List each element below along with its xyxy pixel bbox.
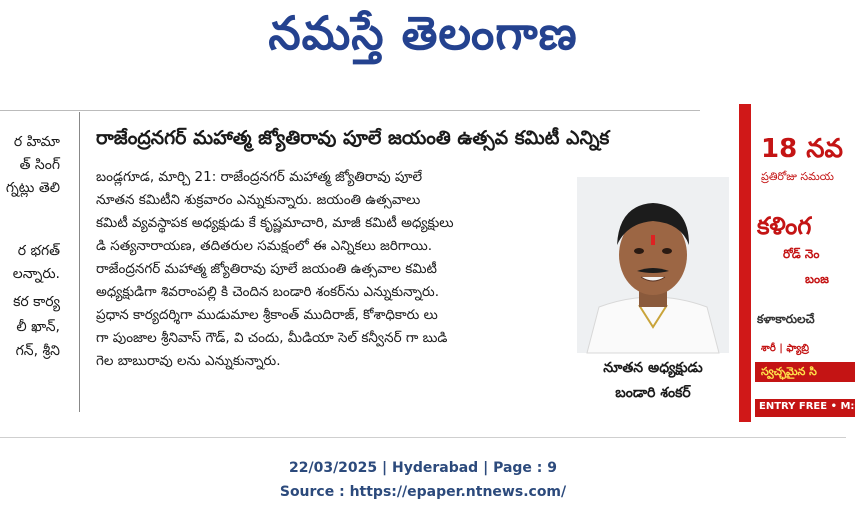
article-line: అధ్యక్షుడిగా శివరాంపల్లి కి చెందిన బండారి శంకర్‌ను ఎన్నుకున్నారు.: [96, 284, 440, 300]
fragment-line: ర హిమా: [13, 134, 60, 150]
ad-area: బంజ: [805, 272, 829, 286]
article-line: డి సత్యనారాయణ, తదితరుల సమక్షంలో ఈ ఎన్నికలు జరిగాయి.: [96, 238, 432, 254]
ad-venue: కళింగ: [757, 212, 812, 240]
column-divider: [79, 112, 80, 412]
newspaper-title: నమస్తే తెలంగాణ: [268, 6, 578, 60]
source-link[interactable]: Source : https://epaper.ntnews.com/: [279, 484, 567, 500]
fragment-line: ర భగత్: [17, 243, 60, 259]
article-line: ప్రధాన కార్యదర్శిగా ముడుమాల శ్రీకాంత్ ముదిరాజ్, కోశాధికారు లు: [96, 307, 438, 323]
article-line: బండ్లగూడ, మార్చి 21: రాజేంద్రనగర్ మహాత్మ జ్యోతిరావు పూలే: [96, 169, 423, 185]
article-line: గెల బాబురావు లను ఎన్నుకున్నారు.: [96, 353, 281, 369]
ad-headline: 18 నవ: [761, 134, 843, 164]
bottom-divider: [0, 437, 846, 438]
article-line: గా పుంజాల శ్రీనివాస్ గౌడ్, వి చందు, మీడియా సెల్ కన్వీనర్ గా బుడి: [96, 330, 448, 346]
fragment-line: లన్నారు.: [12, 266, 60, 282]
ad-products: శారీ | ఫ్యాబ్రి: [761, 343, 809, 354]
article-line: నూతన కమిటీని శుక్రవారం ఎన్నుకున్నారు. జయంతి ఉత్సవాలు: [96, 192, 421, 208]
top-divider: [0, 110, 700, 111]
fragment-line: గ్నట్లు తెలి: [5, 180, 60, 196]
fragment-line: లీ ఖాన్,: [16, 319, 60, 335]
fragment-line: గన్, శ్రీని: [15, 343, 60, 359]
masthead: [0, 0, 846, 74]
article-line: కమిటీ వ్యవస్థాపక అధ్యక్షుడు కే కృష్ణమాచారి, మాజీ కమిటీ అధ్యక్షులు: [96, 215, 454, 231]
ad-address: రోడ్ నెం: [783, 247, 820, 261]
portrait-illustration: [577, 177, 729, 353]
fragment-line: త్ సింగ్: [19, 157, 60, 173]
person-photo: [577, 177, 729, 353]
article-line: రాజేంద్రనగర్ మహాత్మ జ్యోతిరావు పూలే జయంతి ఉత్సవాల కమిటీ: [96, 261, 437, 277]
advertisement: [739, 104, 868, 422]
edition-meta: 22/03/2025 | Hyderabad | Page : 9: [288, 460, 558, 476]
ad-border-strip: [743, 104, 751, 422]
photo-caption-name: బండారి శంకర్: [615, 385, 691, 401]
ad-artisans: కళాకారులచే: [757, 312, 815, 326]
ad-entry-text: ENTRY FREE • M:94: [759, 401, 868, 412]
article-headline: రాజేంద్రనగర్ మహాత్మ జ్యోతిరావు పూలే జయంతి ఉత్సవ కమిటీ ఎన్నిక: [96, 127, 610, 149]
ad-subline: ప్రతిరోజు సమయ: [761, 170, 834, 183]
photo-caption-title: నూతన అధ్యక్షుడు: [603, 360, 703, 376]
fragment-line: కర కార్య: [13, 294, 60, 310]
previous-article-fragment: [0, 130, 64, 410]
ad-purity-text: స్వచ్ఛమైన సి: [761, 365, 817, 378]
article-body: [96, 166, 576, 373]
